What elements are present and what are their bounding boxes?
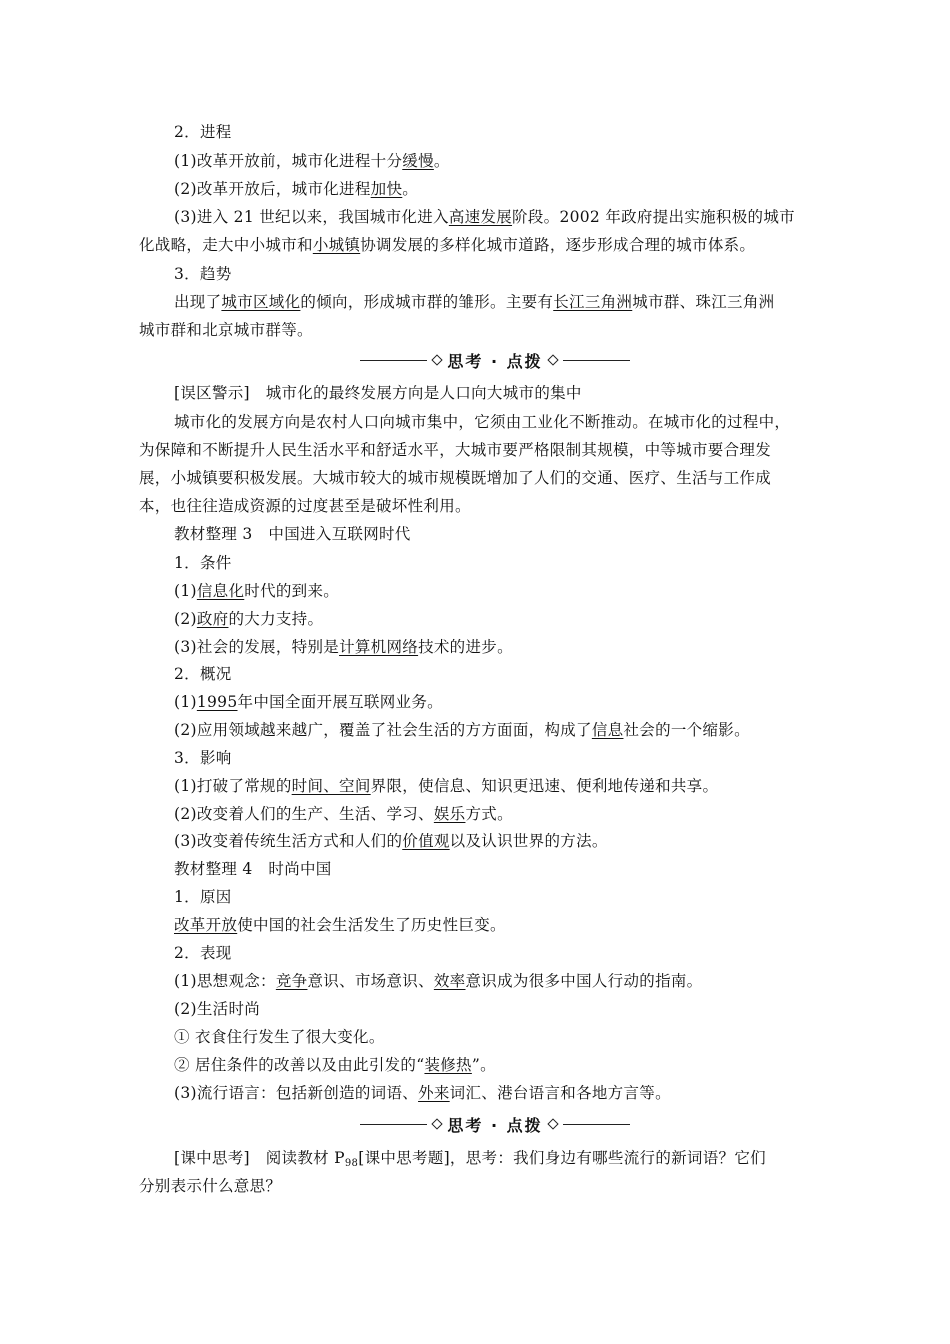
answer-blank: 小城镇 xyxy=(312,236,361,254)
answer-blank: 娱乐 xyxy=(433,805,466,823)
diamond-icon xyxy=(547,1118,558,1129)
answer-blank: 加快 xyxy=(370,180,403,198)
misconception-text: 城市化的发展方向是农村人口向城市集中，它须由工业化不断推动。在城市化的过程中， xyxy=(174,413,791,431)
answer-blank: 政府 xyxy=(196,610,229,628)
list-item: ② 居住条件的改善以及由此引发的“装修热”。 xyxy=(174,1056,496,1074)
paragraph-progress-3-cont: 化战略，走大中小城市和小城镇协调发展的多样化城市道路，逐步形成合理的城市体系。 xyxy=(139,236,756,254)
list-item: (1)信息化时代的到来。 xyxy=(174,582,340,600)
list-item: (2)应用领域越来越广，覆盖了社会生活的方方面面，构成了信息社会的一个缩影。 xyxy=(174,721,750,739)
list-item: (1)1995年中国全面开展互联网业务。 xyxy=(174,693,443,711)
answer-blank: 长江三角洲 xyxy=(553,293,633,311)
diamond-icon xyxy=(432,1118,443,1129)
answer-blank: 高速发展 xyxy=(448,208,513,226)
list-item: (2)政府的大力支持。 xyxy=(174,610,324,628)
answer-blank: 竞争 xyxy=(275,972,308,990)
list-item: 改革开放使中国的社会生活发生了历史性巨变。 xyxy=(174,916,506,934)
paragraph-progress-1: (1)改革开放前，城市化进程十分缓慢。 xyxy=(174,152,450,170)
misconception-text: 本，也往往造成资源的过度甚至是破坏性利用。 xyxy=(139,497,471,515)
section-divider xyxy=(360,1112,630,1136)
section-title: 教材整理 4 时尚中国 xyxy=(174,860,332,878)
answer-blank: 效率 xyxy=(433,972,466,990)
answer-blank: 信息化 xyxy=(196,582,245,600)
list-item: (3)改变着传统生活方式和人们的价值观以及认识世界的方法。 xyxy=(174,832,608,850)
list-item: (3)社会的发展，特别是计算机网络技术的进步。 xyxy=(174,638,513,656)
list-item: (2)改变着人们的生产、生活、学习、娱乐方式。 xyxy=(174,805,513,823)
paragraph-progress-3: (3)进入 21 世纪以来，我国城市化进入高速发展阶段。2002 年政府提出实施积极的城市 xyxy=(174,208,795,226)
list-item: (1)思想观念：竞争意识、市场意识、效率意识成为很多中国人行动的指南。 xyxy=(174,972,703,990)
answer-blank: 1995 xyxy=(196,693,238,711)
heading-impact: 3．影响 xyxy=(174,749,232,767)
heading-conditions: 1．条件 xyxy=(174,554,232,572)
answer-blank: 改革开放 xyxy=(174,916,238,934)
misconception-title: [误区警示] 城市化的最终发展方向是人口向大城市的集中 xyxy=(174,384,582,402)
misconception-text: 为保障和不断提升人民生活水平和舒适水平，大城市要严格限制其规模，中等城市要合理发 xyxy=(139,441,772,459)
answer-blank: 装修热 xyxy=(424,1056,472,1074)
answer-blank: 价值观 xyxy=(402,832,450,850)
heading-overview: 2．概况 xyxy=(174,665,232,683)
divider-title: 思考 · 点拨 xyxy=(447,351,543,371)
paragraph-trend-cont: 城市群和北京城市群等。 xyxy=(139,321,313,339)
paragraph-trend: 出现了城市区域化的倾向，形成城市群的雏形。主要有长江三角洲城市群、珠江三角洲 xyxy=(174,293,775,311)
answer-blank: 计算机网络 xyxy=(339,638,419,656)
section-divider xyxy=(360,348,630,372)
list-item: (1)打破了常规的时间、空间界限，使信息、知识更迅速、便利地传递和共享。 xyxy=(174,777,719,795)
section-title: 教材整理 3 中国进入互联网时代 xyxy=(174,525,411,543)
misconception-text: 展，小城镇要积极发展。大城市较大的城市规模既增加了人们的交通、医疗、生活与工作成 xyxy=(139,469,772,487)
answer-blank: 城市区域化 xyxy=(221,293,301,311)
heading-progress: 2．进程 xyxy=(174,123,232,141)
heading-reason: 1．原因 xyxy=(174,888,232,906)
list-item: (2)生活时尚 xyxy=(174,1000,261,1018)
answer-blank: 信息 xyxy=(591,721,624,739)
diamond-icon xyxy=(547,354,558,365)
paragraph-progress-2: (2)改革开放后，城市化进程加快。 xyxy=(174,180,419,198)
heading-trend: 3．趋势 xyxy=(174,265,232,283)
in-class-question-cont: 分别表示什么意思？ xyxy=(139,1177,282,1195)
answer-blank: 缓慢 xyxy=(402,152,434,170)
in-class-question: [课中思考] 阅读教材 $P_{98}$[课中思考题]，思考：我们身边有哪些流行的新词语？它们 xyxy=(174,1149,766,1169)
answer-blank: 外来 xyxy=(418,1084,450,1102)
list-item: (3)流行语言：包括新创造的词语、外来词汇、港台语言和各地方言等。 xyxy=(174,1084,671,1102)
answer-blank: 时间、空间 xyxy=(291,777,371,795)
divider-title: 思考 · 点拨 xyxy=(447,1115,543,1135)
diamond-icon xyxy=(432,354,443,365)
list-item: ① 衣食住行发生了很大变化。 xyxy=(174,1028,385,1046)
heading-performance: 2．表现 xyxy=(174,944,232,962)
